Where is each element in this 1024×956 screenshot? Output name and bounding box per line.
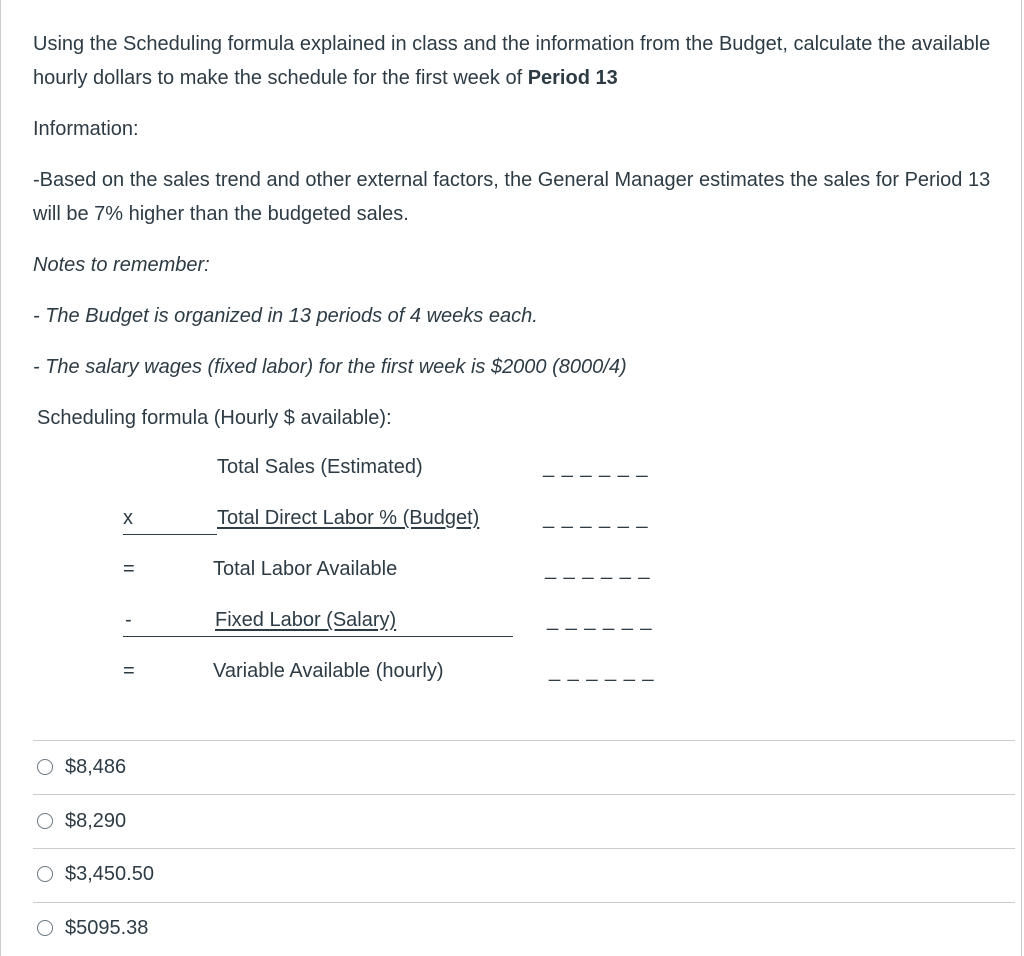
formula-row-total-labor — [1, 558, 701, 592]
formula-blank-total-labor: _ _ _ _ _ _ — [545, 558, 651, 580]
info-heading: Information: — [33, 118, 139, 140]
answer-option-2[interactable] — [37, 806, 126, 836]
formula-blank-sales: _ _ _ _ _ _ — [543, 456, 649, 478]
formula-label-variable: Variable Available (hourly) — [213, 660, 444, 682]
info-text: -Based on the sales trend and other external factors, the General Manager estimates the sales for Period 13 will be 7% higher than the budgeted sales. — [33, 169, 991, 225]
radio-button[interactable] — [37, 759, 53, 775]
formula-row-fixed-labor — [1, 609, 701, 643]
answer-divider — [33, 740, 1015, 741]
answer-option-1[interactable] — [37, 752, 126, 782]
answer-option-4[interactable] — [37, 913, 148, 943]
radio-button[interactable] — [37, 813, 53, 829]
note-periods: - The Budget is organized in 13 periods of 4 weeks each. — [33, 305, 538, 327]
formula-row-variable — [1, 660, 701, 694]
formula-blank-variable: _ _ _ _ _ _ — [549, 660, 655, 682]
formula-rule — [123, 534, 217, 535]
radio-button[interactable] — [37, 866, 53, 882]
formula-rule — [123, 636, 513, 637]
formula-row-labor-pct — [1, 507, 701, 541]
formula-label-sales: Total Sales (Estimated) — [217, 456, 423, 478]
question-prompt-period: Period 13 — [527, 67, 618, 89]
note-salary: - The salary wages (fixed labor) for the first week is $2000 (8000/4) — [33, 356, 627, 378]
formula-operator-minus: - — [125, 609, 132, 631]
formula-heading: Scheduling formula (Hourly $ available): — [37, 407, 392, 429]
answer-label: $5095.38 — [65, 916, 149, 939]
formula-operator-equals: = — [123, 558, 135, 580]
formula-label-total-labor: Total Labor Available — [213, 558, 398, 580]
formula-label-labor-pct: Total Direct Labor % (Budget) — [217, 507, 480, 529]
formula-label-fixed-labor: Fixed Labor (Salary) — [215, 609, 397, 631]
formula-operator-equals: = — [123, 660, 135, 682]
answer-divider — [33, 848, 1015, 849]
radio-button[interactable] — [37, 920, 53, 936]
notes-heading: Notes to remember: — [33, 254, 210, 276]
formula-row-sales — [1, 456, 701, 490]
answer-label: $3,450.50 — [65, 862, 154, 885]
answer-label: $8,486 — [65, 755, 127, 778]
answer-divider — [33, 902, 1015, 903]
question-prompt-text: Using the Scheduling formula explained in class and the information from the Budget, calculate the available hourly dollars to make the schedule for the first week of — [33, 33, 991, 89]
question-prompt — [33, 27, 1018, 95]
answer-label: $8,290 — [65, 809, 127, 832]
formula-blank-labor-pct: _ _ _ _ _ _ — [543, 507, 649, 529]
formula-blank-fixed-labor: _ _ _ _ _ _ — [547, 609, 653, 631]
formula-operator-multiply: x — [123, 507, 133, 529]
answer-divider — [33, 794, 1015, 795]
answer-option-3[interactable] — [37, 859, 154, 889]
